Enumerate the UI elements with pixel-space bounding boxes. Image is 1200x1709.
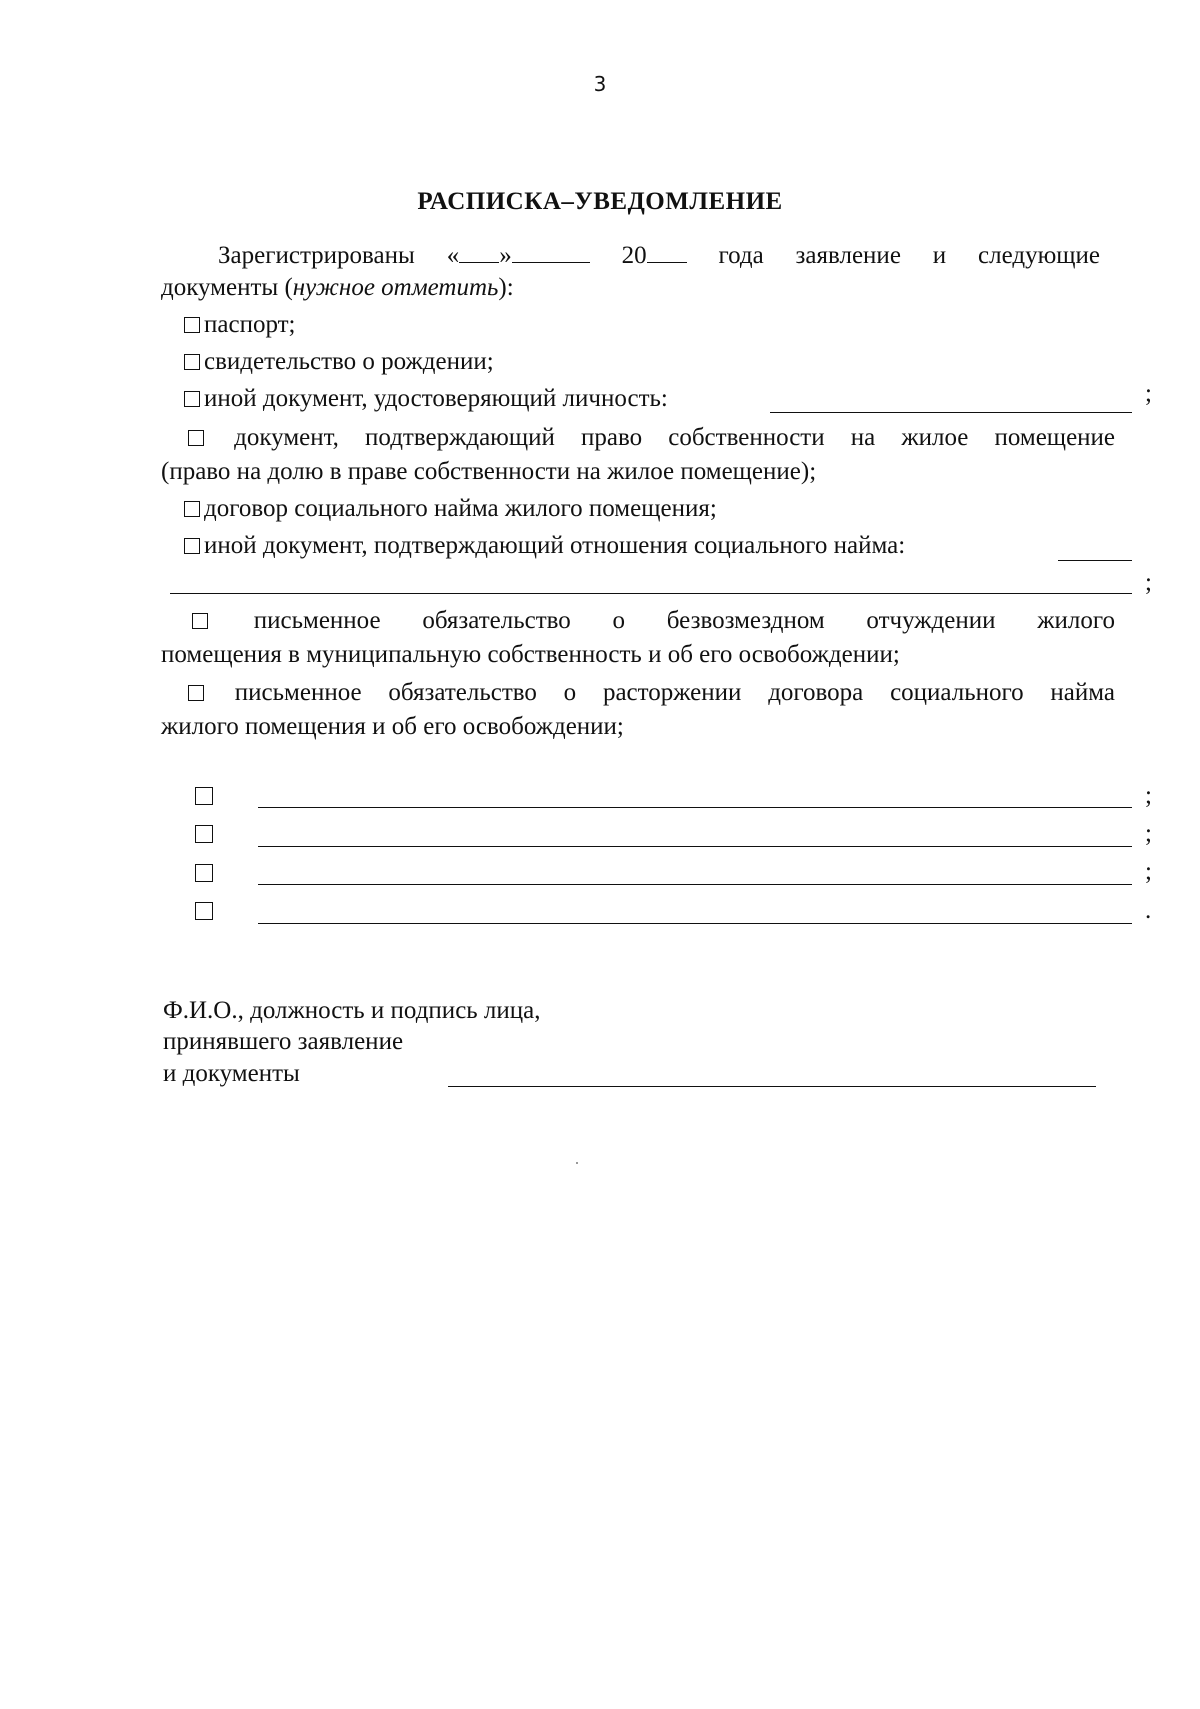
item-ownership-line-2: (право на долю в праве собственности на жилое помещение); (161, 458, 817, 485)
checkbox-social-lease[interactable] (184, 501, 200, 517)
item-birth-certificate: свидетельство о рождении; (184, 346, 494, 378)
document-title: РАСПИСКА–УВЕДОМЛЕНИЕ (417, 188, 783, 215)
extra-field-2[interactable] (258, 846, 1132, 847)
extra-field-1[interactable] (258, 807, 1132, 808)
checkbox-extra-3[interactable] (195, 864, 213, 882)
signature-line-1: Ф.И.О., должность и подпись лица, (163, 997, 541, 1024)
item-obligation-transfer-line-2: помещения в муниципальную собственность и об его освобождении; (161, 641, 900, 668)
other-social-lease-field-1[interactable] (1058, 560, 1132, 561)
extra-field-3[interactable] (258, 884, 1132, 885)
item-passport: паспорт; (184, 309, 296, 341)
semicolon-mark: ; (1145, 820, 1152, 847)
checkbox-ownership[interactable] (188, 430, 204, 446)
checkbox-extra-1[interactable] (195, 787, 213, 805)
item-ownership-line-1: документ, подтверждающий право собственности на жилое помещение (188, 422, 1115, 454)
scan-speck (576, 1162, 578, 1164)
item-obligation-termination-line-1: письменное обязательство о расторжении договора социального найма (188, 677, 1115, 709)
extra-field-4[interactable] (258, 923, 1132, 924)
date-field[interactable]: « » (447, 242, 590, 269)
semicolon-mark: ; (1145, 569, 1152, 596)
intro-rest: года заявление и следующие (718, 242, 1100, 269)
intro-line-2: документы (нужное отметить): (161, 274, 514, 301)
intro-instruction: нужное отметить (292, 274, 499, 301)
checkbox-other-identity[interactable] (184, 391, 200, 407)
item-social-lease: договор социального найма жилого помещения; (184, 493, 717, 525)
checkbox-extra-4[interactable] (195, 902, 213, 920)
item-obligation-termination-line-2: жилого помещения и об его освобождении; (161, 713, 624, 740)
checkbox-obligation-transfer[interactable] (192, 613, 208, 629)
checkbox-birth-certificate[interactable] (184, 354, 200, 370)
signature-line-3: и документы (163, 1060, 300, 1087)
checkbox-passport[interactable] (184, 317, 200, 333)
checkbox-extra-2[interactable] (195, 825, 213, 843)
checkbox-other-social-lease[interactable] (184, 538, 200, 554)
checkbox-obligation-termination[interactable] (188, 685, 204, 701)
item-obligation-transfer-line-1: письменное обязательство о безвозмездном отчуждении жилого (192, 605, 1115, 637)
year-field[interactable]: 20 (622, 242, 687, 269)
page-number: 3 (593, 72, 607, 96)
signature-field[interactable] (448, 1086, 1096, 1087)
other-identity-field[interactable] (770, 412, 1132, 413)
other-social-lease-field-2[interactable] (170, 593, 1132, 594)
intro-line-1 (218, 240, 1100, 272)
semicolon-mark: ; (1145, 858, 1152, 885)
period-mark: . (1145, 897, 1152, 924)
item-other-identity: иной документ, удостоверяющий личность: (184, 383, 668, 415)
semicolon-mark: ; (1145, 380, 1152, 407)
intro-registered: Зарегистрированы (218, 242, 415, 269)
semicolon-mark: ; (1145, 782, 1152, 809)
item-other-social-lease: иной документ, подтверждающий отношения социального найма: (184, 530, 905, 562)
signature-line-2: принявшего заявление (163, 1028, 404, 1055)
